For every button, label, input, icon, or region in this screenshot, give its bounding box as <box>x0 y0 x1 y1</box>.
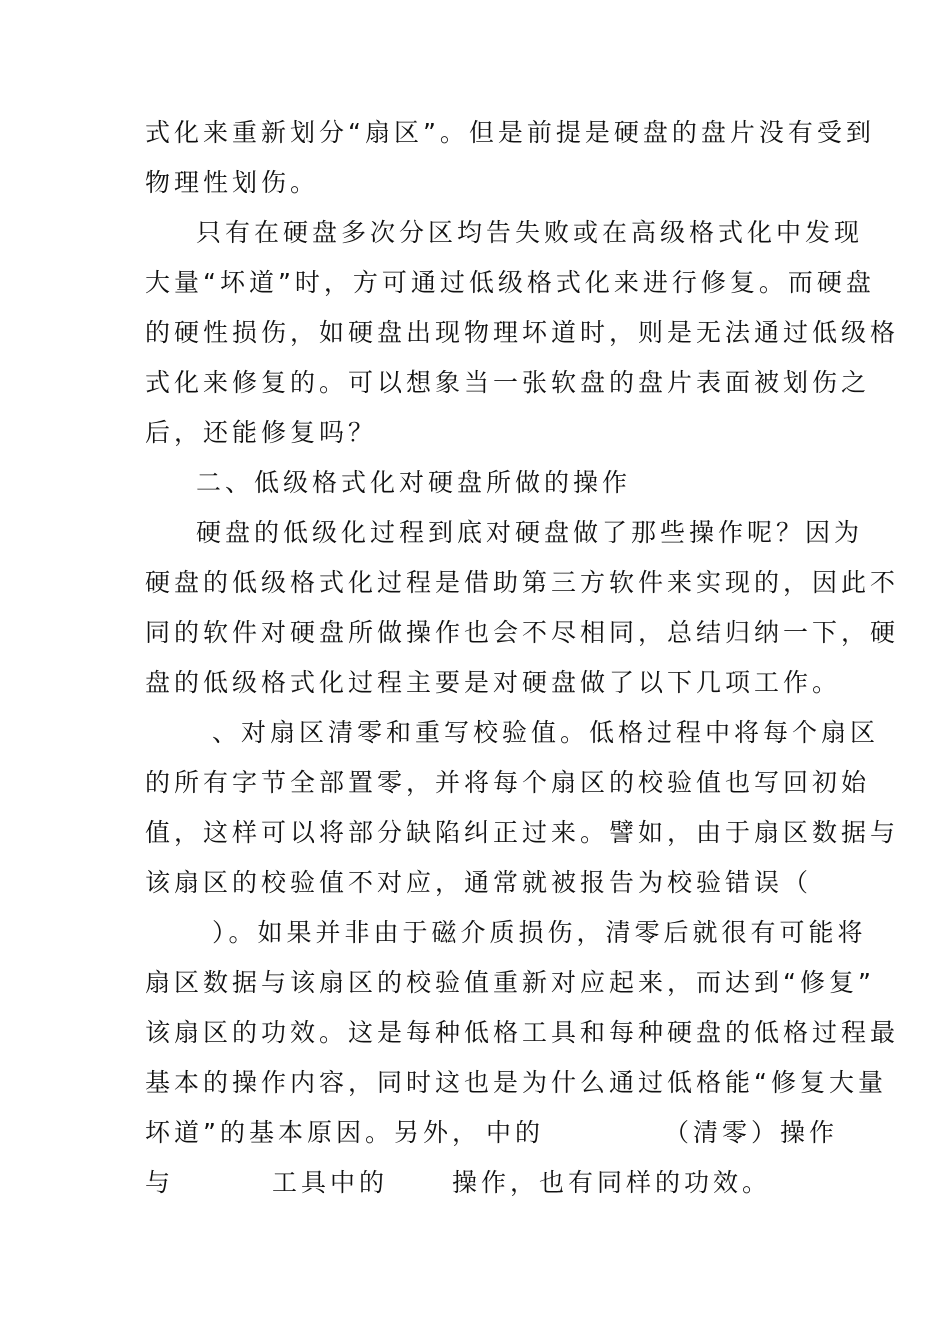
paragraph-line: 坏道”的基本原因。另外， <box>145 1118 481 1147</box>
text-fragment: 中的 <box>486 1118 545 1147</box>
paragraph-line: 盘的低级格式化过程主要是对硬盘做了以下几项工作。 <box>145 668 842 697</box>
text-fragment: （清零）操作 <box>664 1118 839 1147</box>
text-fragment: 工具中的 <box>272 1168 389 1197</box>
paragraph-line: ）。如果并非由于磁介质损伤，清零后就很有可能将 <box>212 918 867 947</box>
paragraph-line: 只有在硬盘多次分区均告失败或在高级格式化中发现 <box>196 218 864 247</box>
paragraph-line: 值，这样可以将部分缺陷纠正过来。譬如，由于扇区数据与 <box>145 818 900 847</box>
text-fragment: 操作，也有同样的功效。 <box>452 1168 772 1197</box>
paragraph-line: 大量“坏道”时，方可通过低级格式化来进行修复。而硬盘 <box>145 268 875 297</box>
paragraph-line: 硬盘的低级格式化过程是借助第三方软件来实现的，因此不 <box>145 568 900 597</box>
section-heading: 二、低级格式化对硬盘所做的操作 <box>196 468 632 497</box>
paragraph-line: 同的软件对硬盘所做操作也会不尽相同，总结归纳一下，硬 <box>145 618 900 647</box>
paragraph-line: 、对扇区清零和重写校验值。低格过程中将每个扇区 <box>212 718 880 747</box>
text-fragment: 与 <box>145 1168 175 1197</box>
paragraph-line: 物理性划伤。 <box>145 168 320 197</box>
paragraph-line: 基本的操作内容，同时这也是为什么通过低格能“修复大量 <box>145 1068 887 1097</box>
paragraph-line: 的硬性损伤，如硬盘出现物理坏道时，则是无法通过低级格 <box>145 318 900 347</box>
paragraph-line: 该扇区的校验值不对应，通常就被报告为校验错误（ <box>145 868 813 897</box>
paragraph-line: 硬盘的低级化过程到底对硬盘做了那些操作呢？因为 <box>196 518 864 547</box>
paragraph-line: 扇区数据与该扇区的校验值重新对应起来，而达到“修复” <box>145 968 875 997</box>
paragraph-line: 该扇区的功效。这是每种低格工具和每种硬盘的低格过程最 <box>145 1018 900 1047</box>
paragraph-line: 后，还能修复吗？ <box>145 418 378 447</box>
paragraph-line: 式化来重新划分“扇区”。但是前提是硬盘的盘片没有受到 <box>145 118 875 147</box>
paragraph-line: 式化来修复的。可以想象当一张软盘的盘片表面被划伤之 <box>145 368 871 397</box>
paragraph-line: 的所有字节全部置零，并将每个扇区的校验值也写回初始 <box>145 768 871 797</box>
